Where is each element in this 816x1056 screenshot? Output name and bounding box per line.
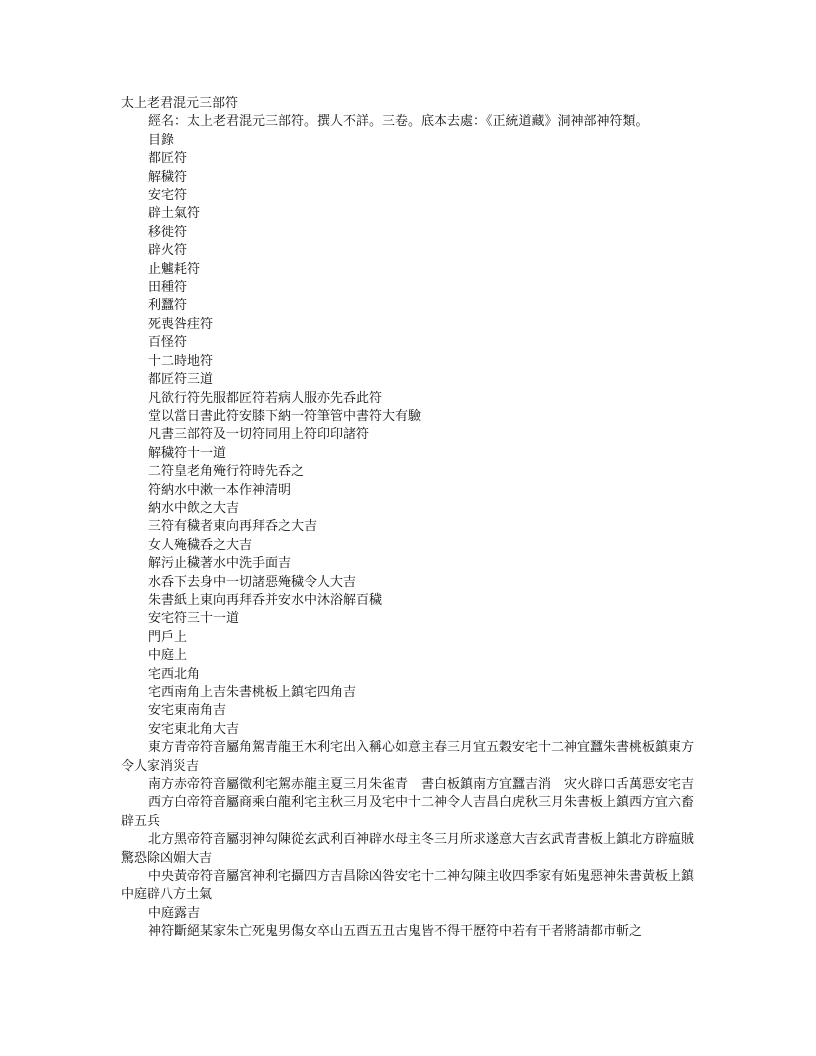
text-line: 安宅符三十一道	[148, 611, 240, 627]
text-line: 中庭露吉	[148, 905, 201, 921]
text-line: 朱書紙上東向再拜呑并安水中沐浴解百穢	[148, 592, 383, 608]
text-line: 都匠符	[148, 151, 188, 167]
text-line: 止魖耗符	[148, 261, 201, 277]
document-page	[121, 95, 699, 942]
text-line: 移徙符	[148, 224, 188, 240]
text-line: 死喪咎疰符	[148, 316, 214, 332]
text-line: 中庭上	[148, 648, 188, 664]
text-line: 堂以當日書此符安膝下納一符筆管中書符大有驗	[148, 408, 422, 424]
text-line: 女人殗穢呑之大吉	[148, 537, 253, 553]
text-line: 二符皇老角殗行符時先呑之	[148, 464, 305, 480]
text-line: 辟土氣符	[148, 206, 201, 222]
text-line: 宅西南角上吉朱書桃板上鎮宅四角吉	[148, 685, 357, 700]
text-line: 都匠符三道	[148, 372, 214, 388]
text-line: 安宅符	[148, 188, 188, 204]
text-line: 解穢符十一道	[148, 445, 227, 461]
text-line: 利蠶符	[148, 298, 188, 314]
text-line: 三符有穢者東向再拜呑之大吉	[148, 519, 318, 535]
document-title: 太上老君混元三部符	[121, 96, 239, 111]
paragraph: 東方青帝符音屬角駕青龍王木利宅出入稱心如意主春三月宜五穀安宅十二神宜蠶朱書桃板鎮東方令人家消災吉	[121, 740, 695, 774]
text-line: 百怪符	[148, 335, 188, 351]
text-line: 十二時地符	[148, 353, 214, 369]
text-line: 凡書三部符及一切符同用上符印印諸符	[148, 427, 370, 443]
text-line: 宅西北角	[148, 666, 201, 682]
text-line: 解穢符	[148, 169, 188, 185]
text-line: 目錄	[148, 132, 175, 148]
text-line: 納水中飲之大吉	[148, 500, 240, 516]
paragraph: 北方黑帝符音屬羽神勾陳從玄武利百神辟水母主冬三月所求遂意大吉玄武青書板上鎮北方辟瘟賊驚恐除凶媚大吉	[121, 832, 695, 866]
text-line: 符納水中漱一本作神清明	[148, 482, 292, 498]
header-note: 經名：太上老君混元三部符。撰人不詳。三卷。底本去處：《正統道藏》洞神部神符類。	[148, 114, 649, 130]
text-line: 辟火符	[148, 243, 188, 259]
text-line: 水呑下去身中一切諸惡殗穢令人大吉	[148, 574, 357, 590]
text-line: 凡欲行符先服都匠符若病人服亦先呑此符	[148, 390, 383, 406]
paragraph: 西方白帝符音屬商乘白龍利宅主秋三月及宅中十二神令人吉昌白虎秋三月朱書板上鎮西方宜六畜辟五兵	[121, 795, 695, 829]
paragraph: 中央黃帝符音屬宮神利宅攝四方吉昌除凶咎安宅十二神勾陳主收四季家有妬鬼惡神朱書黃板上鎮中庭辟八方土氣	[121, 869, 695, 903]
text-line: 解污止穢著水中洗手面吉	[148, 556, 292, 572]
text-line: 田種符	[148, 280, 188, 296]
text-line: 安宅東北角大吉	[148, 721, 240, 737]
paragraph: 南方赤帝符音屬徵利宅駕赤龍主夏三月朱雀青 書白板鎮南方宜蠶吉消 灾火辟口舌萬惡安宅吉	[148, 777, 695, 793]
text-line: 神符斷絕某家朱亡死鬼男傷女卒山五酉五丑古鬼皆不得干歷符中若有干者將請都市斬之	[148, 924, 643, 940]
text-line: 安宅東南角吉	[148, 703, 227, 719]
text-line: 門戶上	[148, 629, 188, 645]
